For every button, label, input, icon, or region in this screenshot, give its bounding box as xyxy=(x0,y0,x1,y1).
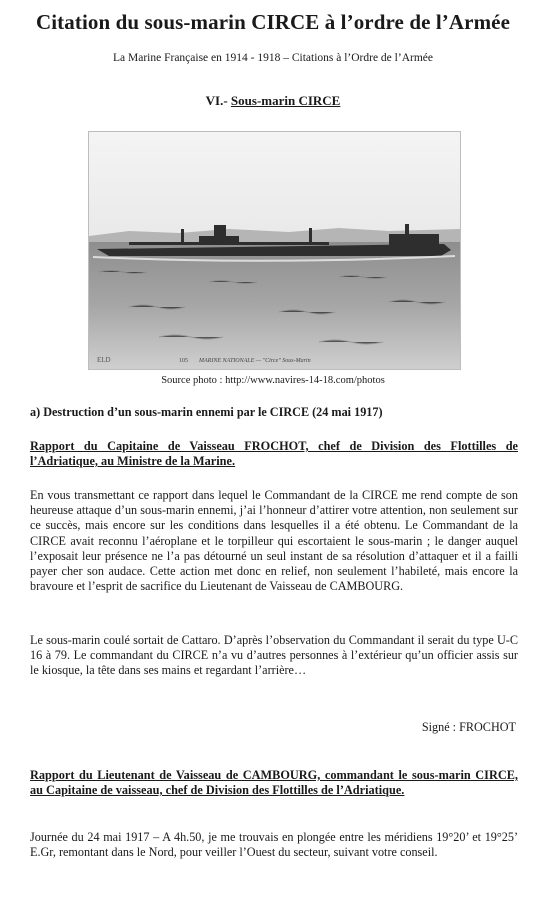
section-heading xyxy=(0,93,546,109)
document-title: Citation du sous-marin CIRCE à l’ordre de l’Armée xyxy=(35,10,511,34)
report-paragraph: En vous transmettant ce rapport dans lequel le Commandant de la CIRCE me rend compte de son heureuse attaque d’un sous-marin ennemi, j’ai l’honneur d’attirer votre attention, non seulement sur ce succès, mais encore sur les conditions dans lesquelles il a été obtenu. Le Commandant de la CIRCE avait reconnu l’aéroplane et le torpilleur qui escortaient le sous-marin ; le danger auquel l’exposait leur présence ne l’a pas détourné un seul instant de sa résolution d’attaquer et il a failli payer cher son audace. Cette action met donc en relief, non seulement l’habileté, mais encore la bravoure et l’esprit de sacrifice du Lieutenant de Vaisseau de CAMBOURG. xyxy=(30,488,518,594)
section-prefix: VI.- xyxy=(205,93,231,108)
postcard-text: MARINE NATIONALE — "Circe" Sous-Marin xyxy=(199,358,311,364)
document-subtitle: La Marine Française en 1914 - 1918 – Citations à l’Ordre de l’Armée xyxy=(113,52,433,64)
postcard-number: 105 xyxy=(179,358,188,364)
report-paragraph: Le sous-marin coulé sortait de Cattaro. D’après l’observation du Commandant il serait du type U-C 16 à 79. Le commandant du CIRCE n’a vu d’autres personnes à l’extérieur qu’un officier assis sur le kiosque, la tête dans ses mains et regardant l’arrière… xyxy=(30,633,518,678)
report-heading-cambourg: Rapport du Lieutenant de Vaisseau de CAMBOURG, commandant le sous-marin CIRCE, au Capitaine de vaisseau, chef de Division des Flottilles de l’Adriatique. xyxy=(30,768,518,797)
postcard-mark: ELD xyxy=(97,356,111,364)
report-heading-frochot: Rapport du Capitaine de Vaisseau FROCHOT, chef de Division des Flottilles de l’Adriatique, au Ministre de la Marine. xyxy=(30,439,518,468)
submarine-photo xyxy=(88,131,461,370)
subsection-heading-a: a) Destruction d’un sous-marin ennemi par le CIRCE (24 mai 1917) xyxy=(30,405,383,419)
signature: Signé : FROCHOT xyxy=(421,720,516,734)
report-paragraph: Journée du 24 mai 1917 – A 4h.50, je me trouvais en plongée entre les méridiens 19°20’ et 19°25’ E.Gr, remontant dans le Nord, pour veiller l’Ouest du secteur, suivant votre conseil. xyxy=(30,830,518,860)
section-name: Sous-marin CIRCE xyxy=(230,93,341,108)
photo-caption: Source photo : http://www.navires-14-18.com/photos xyxy=(161,375,385,386)
